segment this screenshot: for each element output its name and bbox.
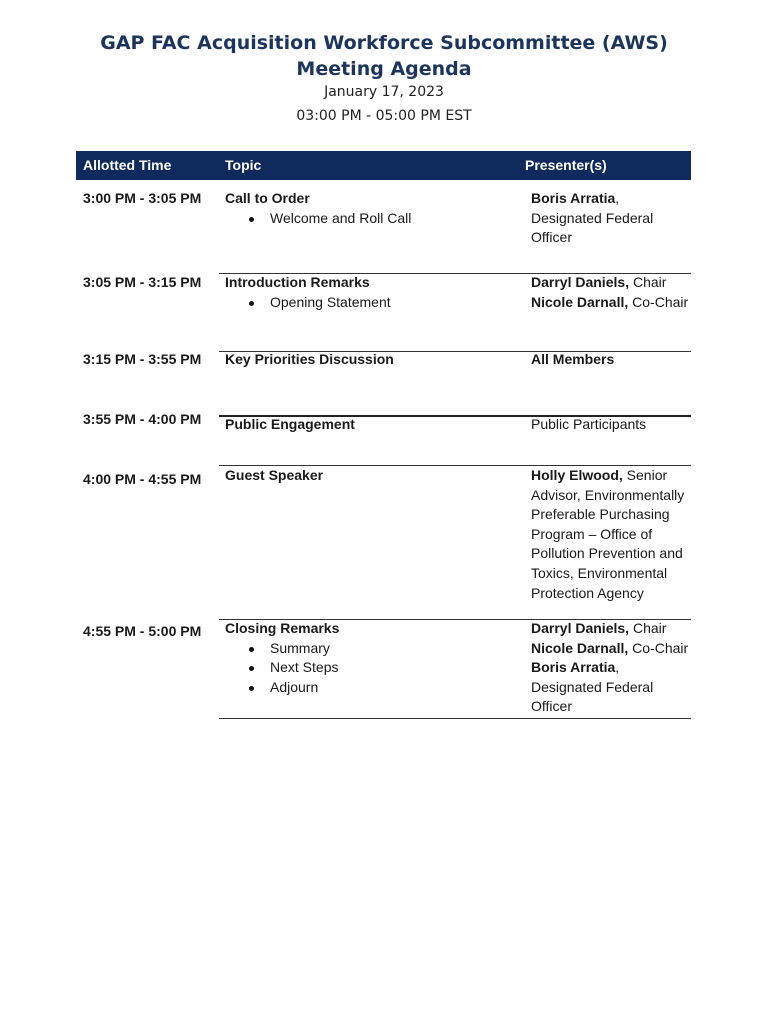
column-header-topic: Topic	[225, 157, 262, 173]
presenter-role: , Designated Federal Officer	[531, 659, 654, 715]
row-presenters	[531, 619, 689, 717]
table-bottom-border	[219, 718, 691, 719]
row-time: 3:05 PM - 3:15 PM	[83, 274, 202, 290]
row-topic	[225, 189, 515, 228]
presenter-name: Darryl Daniels,	[531, 620, 630, 636]
row-presenters	[531, 466, 689, 603]
topic-bullets	[225, 639, 515, 698]
topic-bullets	[225, 293, 515, 313]
presenter-role: Senior Advisor, Environmentally Preferable Purchasing Program – Office of Pollution Prevention and Toxics, Environmental Protection Agency	[531, 467, 685, 601]
bullet-item: Opening Statement	[225, 293, 515, 313]
presenter-role: Chair	[629, 620, 667, 636]
topic-bullets	[225, 209, 515, 229]
presenter-line	[531, 658, 689, 717]
table-header	[76, 151, 691, 180]
topic-title: Key Priorities Discussion	[225, 351, 394, 367]
row-topic	[225, 466, 515, 486]
presenter-role: Co-Chair	[628, 293, 689, 310]
presenter-line	[531, 619, 689, 639]
row-time: 4:00 PM - 4:55 PM	[83, 471, 202, 487]
presenter-role: Chair	[629, 274, 667, 290]
presenter-name: Boris Arratia	[531, 190, 616, 206]
presenter-name: All Members	[531, 351, 615, 367]
meeting-time: 03:00 PM - 05:00 PM EST	[296, 108, 472, 124]
presenter-line	[531, 273, 689, 293]
page-title: GAP FAC Acquisition Workforce Subcommittee (AWS) Meeting Agenda	[100, 32, 668, 80]
row-time: 3:15 PM - 3:55 PM	[83, 351, 202, 367]
presenter-line	[531, 639, 689, 659]
column-header-time: Allotted Time	[83, 157, 172, 173]
row-presenters	[531, 350, 689, 370]
presenter-name: Nicole Darnall,	[531, 293, 629, 310]
topic-title: Introduction Remarks	[225, 274, 370, 290]
bullet-item: Welcome and Roll Call	[225, 209, 515, 229]
row-topic	[225, 619, 515, 697]
bullet-item: Adjourn	[225, 678, 515, 698]
row-topic	[225, 415, 515, 435]
topic-title: Guest Speaker	[225, 467, 324, 483]
row-time: 3:55 PM - 4:00 PM	[83, 411, 202, 427]
topic-title: Closing Remarks	[225, 620, 340, 636]
presenter-line	[531, 293, 689, 313]
topic-title: Call to Order	[225, 190, 310, 206]
presenter-name: Nicole Darnall,	[531, 639, 629, 656]
bullet-item: Summary	[225, 639, 515, 659]
bullet-item: Next Steps	[225, 658, 515, 678]
presenter-role: Co-Chair	[628, 639, 689, 656]
row-topic	[225, 273, 515, 312]
presenter-name: Holly Elwood,	[531, 467, 623, 483]
row-time: 3:00 PM - 3:05 PM	[83, 190, 202, 206]
row-topic	[225, 350, 515, 370]
row-presenters	[531, 273, 689, 312]
row-presenters: Public Participants	[531, 416, 647, 432]
presenter-role: , Designated Federal Officer	[531, 190, 654, 246]
row-time: 4:55 PM - 5:00 PM	[83, 623, 202, 639]
meeting-date: January 17, 2023	[324, 84, 444, 100]
row-presenters	[531, 189, 689, 248]
column-header-presenters: Presenter(s)	[525, 157, 607, 173]
presenter-name: Darryl Daniels,	[531, 274, 630, 290]
topic-title: Public Engagement	[225, 416, 355, 432]
presenter-name: Boris Arratia	[531, 659, 616, 676]
